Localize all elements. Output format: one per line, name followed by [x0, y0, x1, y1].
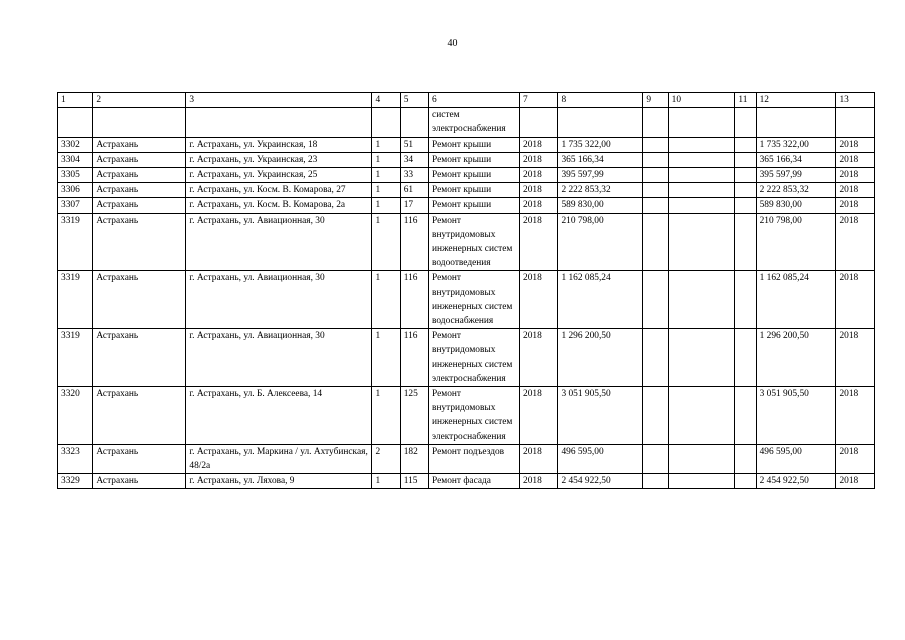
- work-type-cell: Ремонт внутридомовых инженерных систем водоснабжения: [429, 271, 520, 329]
- units-cell: 61: [400, 183, 428, 198]
- count-cell: 1: [372, 168, 400, 183]
- year-cell: 2018: [520, 271, 558, 329]
- units-cell: 33: [400, 168, 428, 183]
- empty-cell: [735, 329, 756, 387]
- work-type-cell: Ремонт фасада: [429, 474, 520, 489]
- column-number: 5: [400, 93, 428, 108]
- empty-cell: [643, 168, 668, 183]
- city-cell: Астрахань: [93, 213, 186, 271]
- count-cell: 1: [372, 198, 400, 213]
- completion-year-cell: 2018: [836, 444, 875, 473]
- units-cell: 116: [400, 329, 428, 387]
- column-number: 7: [520, 93, 558, 108]
- total-amount-cell: 395 597,99: [756, 168, 836, 183]
- city-cell: Астрахань: [93, 168, 186, 183]
- amount-cell: 589 830,00: [558, 198, 643, 213]
- empty-cell: [643, 198, 668, 213]
- empty-cell: [735, 152, 756, 167]
- row-id-cell: 3329: [58, 474, 93, 489]
- column-number: 3: [186, 93, 372, 108]
- city-cell: Астрахань: [93, 271, 186, 329]
- completion-year-cell: 2018: [836, 168, 875, 183]
- row-id-cell: 3320: [58, 387, 93, 445]
- column-number: 12: [756, 93, 836, 108]
- row-id-cell: 3307: [58, 198, 93, 213]
- amount-cell: 395 597,99: [558, 168, 643, 183]
- year-cell: 2018: [520, 444, 558, 473]
- amount-cell: 2 222 853,32: [558, 183, 643, 198]
- year-cell: 2018: [520, 198, 558, 213]
- address-cell: г. Астрахань, ул. Украинская, 23: [186, 152, 372, 167]
- year-cell: 2018: [520, 152, 558, 167]
- amount-cell: 496 595,00: [558, 444, 643, 473]
- completion-year-cell: 2018: [836, 198, 875, 213]
- amount-cell: 1 162 085,24: [558, 271, 643, 329]
- table-row: [58, 387, 875, 445]
- work-type-cell: Ремонт крыши: [429, 183, 520, 198]
- city-cell: Астрахань: [93, 387, 186, 445]
- units-cell: 116: [400, 213, 428, 271]
- empty-cell: [643, 329, 668, 387]
- completion-year-cell: [836, 108, 875, 137]
- address-cell: г. Астрахань, ул. Ляхова, 9: [186, 474, 372, 489]
- table-row: [58, 168, 875, 183]
- empty-cell: [668, 137, 735, 152]
- empty-cell: [735, 137, 756, 152]
- empty-cell: [735, 271, 756, 329]
- work-type-cell: Ремонт внутридомовых инженерных систем водоотведения: [429, 213, 520, 271]
- address-cell: г. Астрахань, ул. Авиационная, 30: [186, 271, 372, 329]
- work-type-cell: Ремонт крыши: [429, 137, 520, 152]
- city-cell: Астрахань: [93, 329, 186, 387]
- table-row: [58, 198, 875, 213]
- empty-cell: [735, 387, 756, 445]
- work-type-cell: Ремонт крыши: [429, 152, 520, 167]
- units-cell: 17: [400, 198, 428, 213]
- address-cell: г. Астрахань, ул. Авиационная, 30: [186, 213, 372, 271]
- empty-cell: [735, 474, 756, 489]
- units-cell: 125: [400, 387, 428, 445]
- amount-cell: 1 735 322,00: [558, 137, 643, 152]
- units-cell: [400, 108, 428, 137]
- total-amount-cell: [756, 108, 836, 137]
- year-cell: 2018: [520, 183, 558, 198]
- total-amount-cell: 3 051 905,50: [756, 387, 836, 445]
- address-cell: г. Астрахань, ул. Косм. В. Комарова, 27: [186, 183, 372, 198]
- address-cell: г. Астрахань, ул. Маркина / ул. Ахтубинская, 48/2а: [186, 444, 372, 473]
- empty-cell: [643, 474, 668, 489]
- row-id-cell: 3323: [58, 444, 93, 473]
- empty-cell: [668, 183, 735, 198]
- row-id-cell: 3319: [58, 271, 93, 329]
- row-id-cell: 3302: [58, 137, 93, 152]
- empty-cell: [643, 271, 668, 329]
- total-amount-cell: 365 166,34: [756, 152, 836, 167]
- table-body: [58, 93, 875, 489]
- count-cell: 1: [372, 474, 400, 489]
- empty-cell: [735, 168, 756, 183]
- column-number: 8: [558, 93, 643, 108]
- empty-cell: [643, 183, 668, 198]
- empty-cell: [735, 444, 756, 473]
- count-cell: 1: [372, 329, 400, 387]
- city-cell: Астрахань: [93, 183, 186, 198]
- amount-cell: 210 798,00: [558, 213, 643, 271]
- row-id-cell: 3306: [58, 183, 93, 198]
- total-amount-cell: 1 162 085,24: [756, 271, 836, 329]
- total-amount-cell: 210 798,00: [756, 213, 836, 271]
- empty-cell: [668, 152, 735, 167]
- address-cell: [186, 108, 372, 137]
- year-cell: 2018: [520, 329, 558, 387]
- empty-cell: [668, 198, 735, 213]
- work-type-cell: Ремонт внутридомовых инженерных систем электроснабжения: [429, 329, 520, 387]
- count-cell: 2: [372, 444, 400, 473]
- count-cell: 1: [372, 387, 400, 445]
- row-id-cell: 3304: [58, 152, 93, 167]
- total-amount-cell: 1 735 322,00: [756, 137, 836, 152]
- row-id-cell: [58, 108, 93, 137]
- row-id-cell: 3305: [58, 168, 93, 183]
- count-cell: 1: [372, 137, 400, 152]
- count-cell: 1: [372, 213, 400, 271]
- units-cell: 182: [400, 444, 428, 473]
- table-row: [58, 329, 875, 387]
- table-row: [58, 271, 875, 329]
- year-cell: 2018: [520, 474, 558, 489]
- work-type-cell: Ремонт подъездов: [429, 444, 520, 473]
- table-row: [58, 213, 875, 271]
- column-number: 4: [372, 93, 400, 108]
- year-cell: 2018: [520, 213, 558, 271]
- amount-cell: [558, 108, 643, 137]
- count-cell: 1: [372, 183, 400, 198]
- address-cell: г. Астрахань, ул. Украинская, 25: [186, 168, 372, 183]
- count-cell: 1: [372, 271, 400, 329]
- total-amount-cell: 589 830,00: [756, 198, 836, 213]
- empty-cell: [643, 444, 668, 473]
- city-cell: Астрахань: [93, 152, 186, 167]
- total-amount-cell: 1 296 200,50: [756, 329, 836, 387]
- page-number: 40: [447, 38, 458, 49]
- column-number: 13: [836, 93, 875, 108]
- work-type-cell: Ремонт крыши: [429, 168, 520, 183]
- empty-cell: [668, 387, 735, 445]
- column-number-row: [58, 93, 875, 108]
- empty-cell: [643, 137, 668, 152]
- units-cell: 116: [400, 271, 428, 329]
- address-cell: г. Астрахань, ул. Украинская, 18: [186, 137, 372, 152]
- empty-cell: [735, 213, 756, 271]
- empty-cell: [735, 198, 756, 213]
- empty-cell: [668, 108, 735, 137]
- empty-cell: [643, 213, 668, 271]
- empty-cell: [643, 387, 668, 445]
- units-cell: 51: [400, 137, 428, 152]
- year-cell: [520, 108, 558, 137]
- column-number: 10: [668, 93, 735, 108]
- total-amount-cell: 2 454 922,50: [756, 474, 836, 489]
- column-number: 6: [429, 93, 520, 108]
- empty-cell: [643, 152, 668, 167]
- table-row: [58, 137, 875, 152]
- amount-cell: 2 454 922,50: [558, 474, 643, 489]
- work-type-cell: Ремонт крыши: [429, 198, 520, 213]
- amount-cell: 3 051 905,50: [558, 387, 643, 445]
- table-row: [58, 108, 875, 137]
- amount-cell: 365 166,34: [558, 152, 643, 167]
- address-cell: г. Астрахань, ул. Авиационная, 30: [186, 329, 372, 387]
- address-cell: г. Астрахань, ул. Косм. В. Комарова, 2а: [186, 198, 372, 213]
- city-cell: Астрахань: [93, 474, 186, 489]
- city-cell: Астрахань: [93, 198, 186, 213]
- empty-cell: [668, 213, 735, 271]
- units-cell: 115: [400, 474, 428, 489]
- column-number: 1: [58, 93, 93, 108]
- count-cell: [372, 108, 400, 137]
- completion-year-cell: 2018: [836, 329, 875, 387]
- city-cell: Астрахань: [93, 444, 186, 473]
- completion-year-cell: 2018: [836, 474, 875, 489]
- amount-cell: 1 296 200,50: [558, 329, 643, 387]
- count-cell: 1: [372, 152, 400, 167]
- empty-cell: [643, 108, 668, 137]
- empty-cell: [735, 183, 756, 198]
- row-id-cell: 3319: [58, 213, 93, 271]
- empty-cell: [668, 444, 735, 473]
- column-number: 9: [643, 93, 668, 108]
- completion-year-cell: 2018: [836, 152, 875, 167]
- empty-cell: [668, 271, 735, 329]
- work-type-cell: систем электроснабжения: [429, 108, 520, 137]
- column-number: 11: [735, 93, 756, 108]
- year-cell: 2018: [520, 387, 558, 445]
- table-row: [58, 152, 875, 167]
- completion-year-cell: 2018: [836, 213, 875, 271]
- works-table: [57, 92, 875, 489]
- empty-cell: [668, 168, 735, 183]
- column-number: 2: [93, 93, 186, 108]
- row-id-cell: 3319: [58, 329, 93, 387]
- completion-year-cell: 2018: [836, 137, 875, 152]
- completion-year-cell: 2018: [836, 183, 875, 198]
- empty-cell: [668, 474, 735, 489]
- empty-cell: [668, 329, 735, 387]
- completion-year-cell: 2018: [836, 387, 875, 445]
- year-cell: 2018: [520, 137, 558, 152]
- completion-year-cell: 2018: [836, 271, 875, 329]
- total-amount-cell: 496 595,00: [756, 444, 836, 473]
- city-cell: Астрахань: [93, 137, 186, 152]
- address-cell: г. Астрахань, ул. Б. Алексеева, 14: [186, 387, 372, 445]
- table-row: [58, 444, 875, 473]
- city-cell: [93, 108, 186, 137]
- empty-cell: [735, 108, 756, 137]
- year-cell: 2018: [520, 168, 558, 183]
- units-cell: 34: [400, 152, 428, 167]
- work-type-cell: Ремонт внутридомовых инженерных систем электроснабжения: [429, 387, 520, 445]
- total-amount-cell: 2 222 853,32: [756, 183, 836, 198]
- table-row: [58, 183, 875, 198]
- table-row: [58, 474, 875, 489]
